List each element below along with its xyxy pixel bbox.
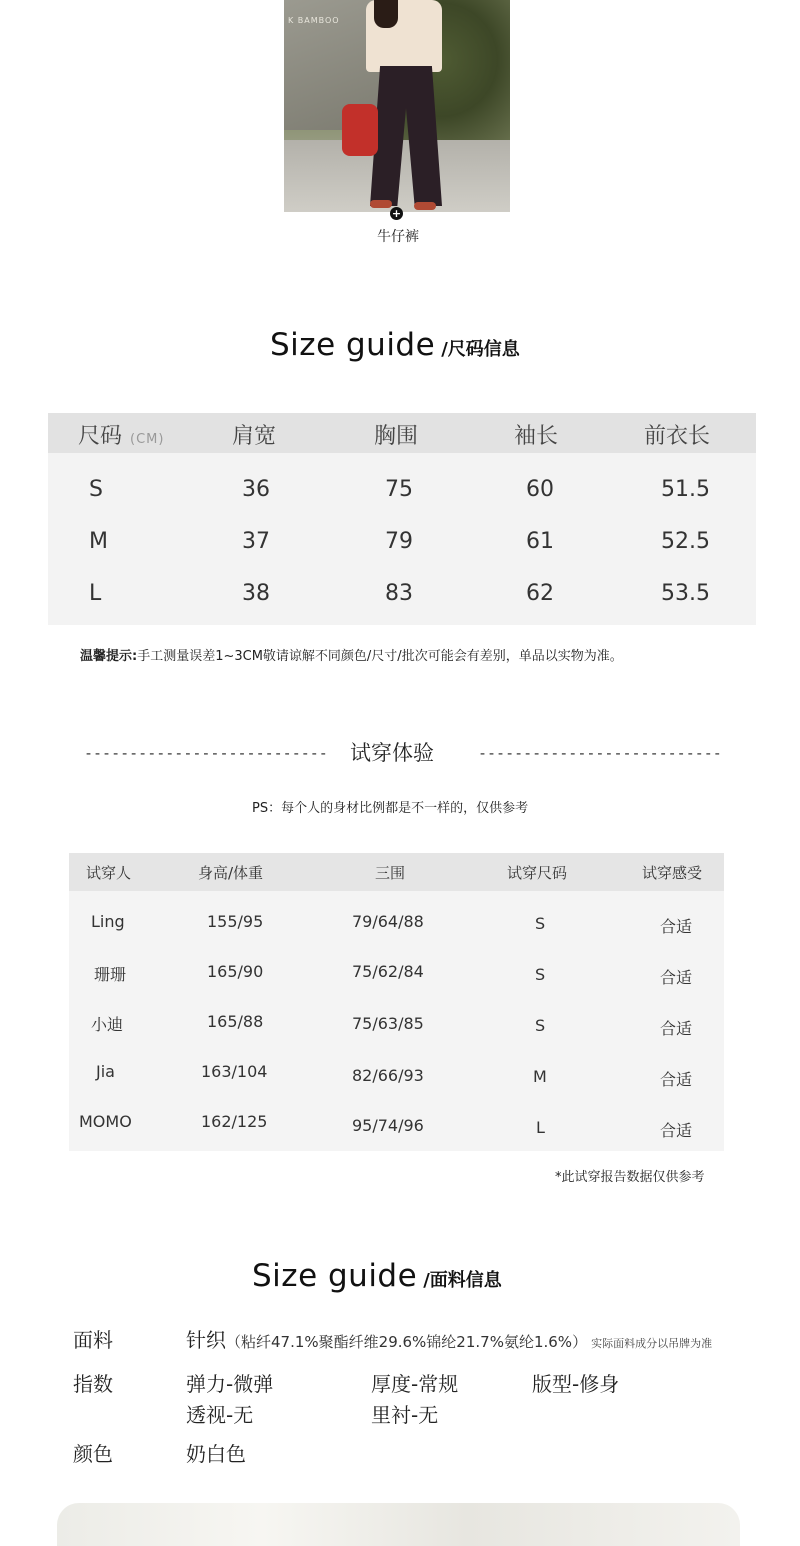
chest-cell: 79 bbox=[385, 529, 413, 554]
sleeve-cell: 60 bbox=[526, 477, 554, 502]
tip-label: 温馨提示: bbox=[80, 649, 138, 664]
thickness-value: 厚度-常规 bbox=[371, 1372, 459, 1396]
wall-sign-text: K BAMBOO bbox=[288, 16, 340, 25]
fit-value: 版型-修身 bbox=[532, 1372, 620, 1396]
divider-left: --------------------------- bbox=[84, 744, 328, 762]
front-length-cell: 51.5 bbox=[661, 477, 710, 502]
try-size-cell: S bbox=[535, 1016, 546, 1035]
size-cell: M bbox=[89, 529, 108, 554]
product-model-photo bbox=[284, 0, 510, 212]
feel-cell: 合适 bbox=[660, 968, 693, 987]
person-cell: Ling bbox=[91, 912, 125, 931]
try-on-table bbox=[69, 853, 724, 1151]
divider-right: --------------------------- bbox=[478, 744, 722, 762]
hotspot-plus-icon[interactable]: + bbox=[391, 207, 402, 220]
height-weight-cell: 165/90 bbox=[207, 962, 264, 981]
color-value: 奶白色 bbox=[186, 1442, 246, 1466]
sleeve-cell: 62 bbox=[526, 581, 554, 606]
front-length-cell: 53.5 bbox=[661, 581, 710, 606]
shoulder-cell: 36 bbox=[242, 477, 270, 502]
height-weight-cell: 162/125 bbox=[201, 1112, 268, 1131]
header-feel: 试穿感受 bbox=[642, 864, 703, 882]
shoe-left bbox=[370, 200, 392, 208]
try-size-cell: S bbox=[535, 914, 546, 933]
shoulder-cell: 37 bbox=[242, 529, 270, 554]
size-table-header bbox=[48, 413, 756, 453]
fabric-swatch-image bbox=[57, 1503, 740, 1546]
feel-cell: 合适 bbox=[660, 1070, 693, 1089]
try-on-table-header bbox=[69, 853, 724, 891]
person-cell: 珊珊 bbox=[94, 965, 127, 984]
header-measurements: 三围 bbox=[375, 864, 406, 882]
header-sleeve: 袖长 bbox=[514, 424, 559, 449]
header-size: 尺码 (CM) bbox=[78, 424, 165, 449]
lining-value: 里衬-无 bbox=[371, 1403, 439, 1427]
fabric-title: Size guide bbox=[252, 1258, 418, 1294]
person-cell: 小迪 bbox=[91, 1015, 124, 1034]
header-try-size: 试穿尺码 bbox=[507, 864, 568, 882]
size-table bbox=[48, 413, 756, 625]
header-height-weight: 身高/体重 bbox=[198, 864, 264, 882]
size-cell: L bbox=[89, 581, 102, 606]
height-weight-cell: 163/104 bbox=[201, 1062, 268, 1081]
try-on-note: PS：每个人的身材比例都是不一样的，仅供参考 bbox=[252, 801, 529, 816]
red-handbag bbox=[342, 104, 378, 156]
fabric-subtitle: /面料信息 bbox=[423, 1270, 502, 1291]
chest-cell: 75 bbox=[385, 477, 413, 502]
color-label: 颜色 bbox=[73, 1442, 113, 1466]
size-cell: S bbox=[89, 477, 103, 502]
material-detail: （粘纤47.1%聚酯纤维29.6%锦纶21.7%氨纶1.6%） bbox=[226, 1333, 588, 1351]
measurements-cell: 75/62/84 bbox=[352, 962, 424, 981]
size-guide-subtitle: /尺码信息 bbox=[441, 339, 520, 360]
shoe-right bbox=[414, 202, 436, 210]
header-person: 试穿人 bbox=[86, 864, 132, 882]
material-note: 实际面料成分以吊牌为准 bbox=[591, 1337, 713, 1350]
tip-text: 手工测量误差1~3CM敬请谅解不同颜色/尺寸/批次可能会有差别，单品以实物为准。 bbox=[137, 649, 623, 664]
try-size-cell: M bbox=[533, 1067, 547, 1086]
size-guide-heading bbox=[270, 327, 520, 363]
header-front-length: 前衣长 bbox=[644, 424, 711, 449]
header-unit: (CM) bbox=[130, 432, 165, 447]
person-cell: MOMO bbox=[79, 1112, 132, 1131]
elasticity-value: 弹力-微弹 bbox=[186, 1372, 274, 1396]
feel-cell: 合适 bbox=[660, 1019, 693, 1038]
report-note: *此试穿报告数据仅供参考 bbox=[555, 1170, 705, 1185]
front-length-cell: 52.5 bbox=[661, 529, 710, 554]
size-guide-title: Size guide bbox=[270, 327, 436, 363]
measurements-cell: 75/63/85 bbox=[352, 1014, 424, 1033]
measurements-cell: 79/64/88 bbox=[352, 912, 424, 931]
fabric-heading bbox=[252, 1258, 502, 1294]
sleeve-cell: 61 bbox=[526, 529, 554, 554]
height-weight-cell: 165/88 bbox=[207, 1012, 264, 1031]
person-cell: Jia bbox=[96, 1062, 115, 1081]
index-label: 指数 bbox=[73, 1372, 113, 1396]
header-chest: 胸围 bbox=[374, 424, 419, 449]
chest-cell: 83 bbox=[385, 581, 413, 606]
shoulder-cell: 38 bbox=[242, 581, 270, 606]
measurements-cell: 82/66/93 bbox=[352, 1066, 424, 1085]
measurement-tip bbox=[80, 645, 623, 664]
try-on-title: 试穿体验 bbox=[350, 741, 434, 765]
material-value-row bbox=[186, 1324, 712, 1353]
height-weight-cell: 155/95 bbox=[207, 912, 264, 931]
material-label: 面料 bbox=[73, 1328, 113, 1352]
feel-cell: 合适 bbox=[660, 1121, 693, 1140]
try-size-cell: L bbox=[536, 1118, 545, 1137]
material-value: 针织 bbox=[186, 1328, 226, 1352]
see-through-value: 透视-无 bbox=[186, 1403, 254, 1427]
try-size-cell: S bbox=[535, 965, 546, 984]
measurements-cell: 95/74/96 bbox=[352, 1116, 424, 1135]
model-hair bbox=[374, 0, 398, 28]
header-shoulder: 肩宽 bbox=[232, 424, 277, 449]
photo-caption: 牛仔裤 bbox=[377, 229, 419, 245]
feel-cell: 合适 bbox=[660, 917, 693, 936]
